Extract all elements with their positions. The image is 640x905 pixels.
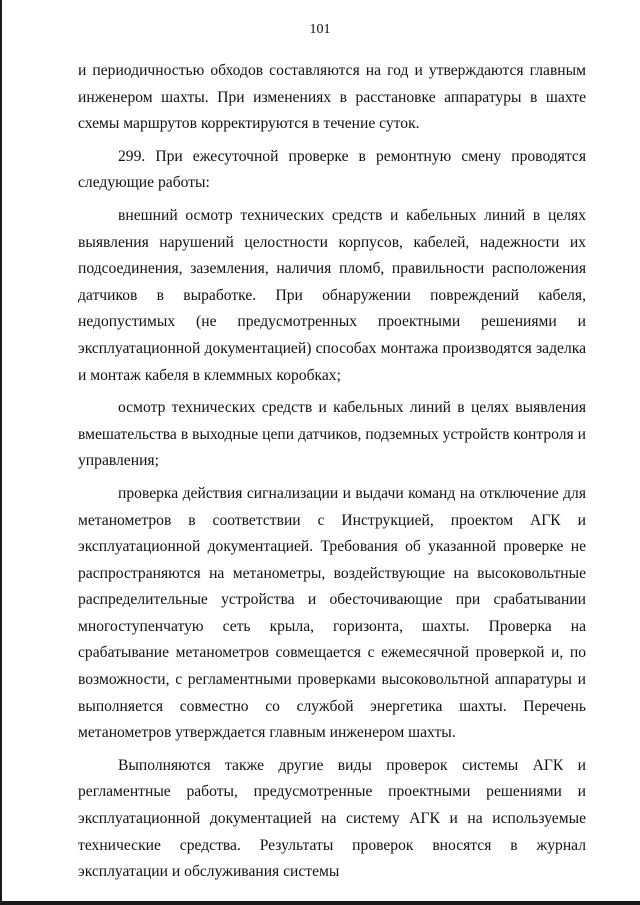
scan-border-left (0, 0, 2, 905)
paragraph-continuation: и периодичностью обходов составляются на год и утверждаются главным инженером шахты. При изменениях в расстановке аппаратуры в шахте схемы маршрутов корректируются в течение суток. (78, 62, 586, 133)
paragraph-other-checks: Выполняются также другие виды проверок системы АГК и регламентные работы, предусмотренные проектными решениями и эксплуатационной документацией на систему АГК и на используемые технические средства. Результаты проверок вносятся в журнал эксплуатации и обслуживания системы (78, 756, 586, 881)
page-number: 101 (309, 22, 331, 37)
paragraph-item-299: 299. При ежесуточной проверке в ремонтную смену проводятся следующие работы: (78, 147, 586, 192)
paragraph-interference-inspection: осмотр технических средств и кабельных линий в целях выявления вмешательства в выходные цепи датчиков, подземных устройств контроля и управления; (78, 399, 586, 470)
scan-border-bottom (0, 901, 640, 905)
document-body (78, 58, 586, 886)
paragraph-external-inspection: внешний осмотр технических средств и кабельных линий в целях выявления нарушений целостности корпусов, кабелей, надежности их подсоединения, заземления, наличия пломб, правильности расположения датчиков в выработке. При обнаружении повреждений кабеля, недопустимых (не предусмотренных проектными решениями и эксплуатационной документацией) способах монтажа производятся заделка и монтаж кабеля в клеммных коробках; (78, 206, 586, 384)
paragraph-methanometer-check: проверка действия сигнализации и выдачи команд на отключение для метанометров в соответствии с Инструкцией, проектом АГК и эксплуатационной документацией. Требования об указанной проверке не распространяются на метанометры, воздействующие на высоковольтные распределительные устройства и обесточивающие при срабатывании многоступенчатую сеть крыла, горизонта, шахты. Проверка на срабатывание метанометров совмещается с ежемесячной проверкой и, по возможности, с регламентными проверками высоковольтной аппаратуры и выполняется совместно со службой энергетика шахты. Перечень метанометров утверждается главным инженером шахты. (78, 484, 586, 742)
